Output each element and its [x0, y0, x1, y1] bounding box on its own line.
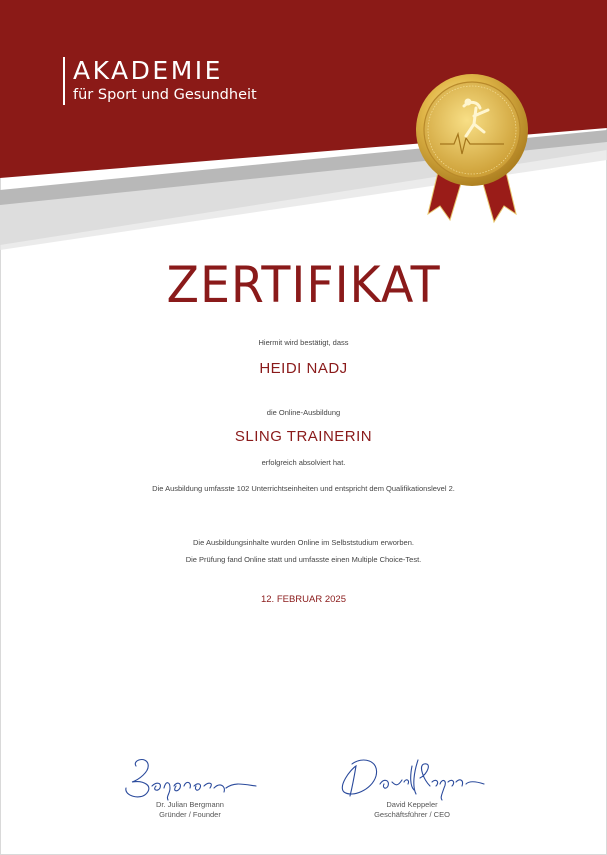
logo-title: AKADEMIE: [73, 56, 223, 85]
signature-block-founder: [110, 752, 270, 822]
signature-block-ceo: [332, 752, 492, 822]
signature-right-icon: [332, 752, 492, 802]
signatory-role-ceo: Geschäftsführer / CEO: [374, 810, 450, 819]
note-line-1: Die Ausbildungsinhalte wurden Online im Selbststudium erworben.: [193, 538, 414, 547]
course-name: SLING TRAINERIN: [234, 428, 373, 445]
signature-left-icon: [110, 752, 270, 802]
signatory-name-ceo: David Keppeler: [386, 800, 438, 809]
signatory-name-founder: Dr. Julian Bergmann: [156, 800, 224, 809]
intro-text: Hiermit wird bestätigt, dass: [258, 338, 349, 347]
note-line-2: Die Prüfung fand Online statt und umfasste einen Multiple Choice-Test.: [185, 555, 422, 564]
certificate-date: 12. FEBRUAR 2025: [260, 594, 346, 605]
logo-tagline: für Sport und Gesundheit: [73, 87, 257, 103]
signatory-role-founder: Gründer / Founder: [159, 810, 221, 819]
course-intro-text: die Online-Ausbildung: [266, 408, 341, 417]
gold-seal-icon: [410, 72, 535, 242]
academy-logo: [63, 57, 257, 105]
certificate-title: ZERTIFIKAT: [166, 256, 441, 314]
recipient-name: HEIDI NADJ: [259, 360, 348, 377]
completion-text: erfolgreich absolviert hat.: [261, 458, 346, 467]
scope-text: Die Ausbildung umfasste 102 Unterrichtseinheiten und entspricht dem Qualifikationslevel 2.: [152, 484, 455, 493]
